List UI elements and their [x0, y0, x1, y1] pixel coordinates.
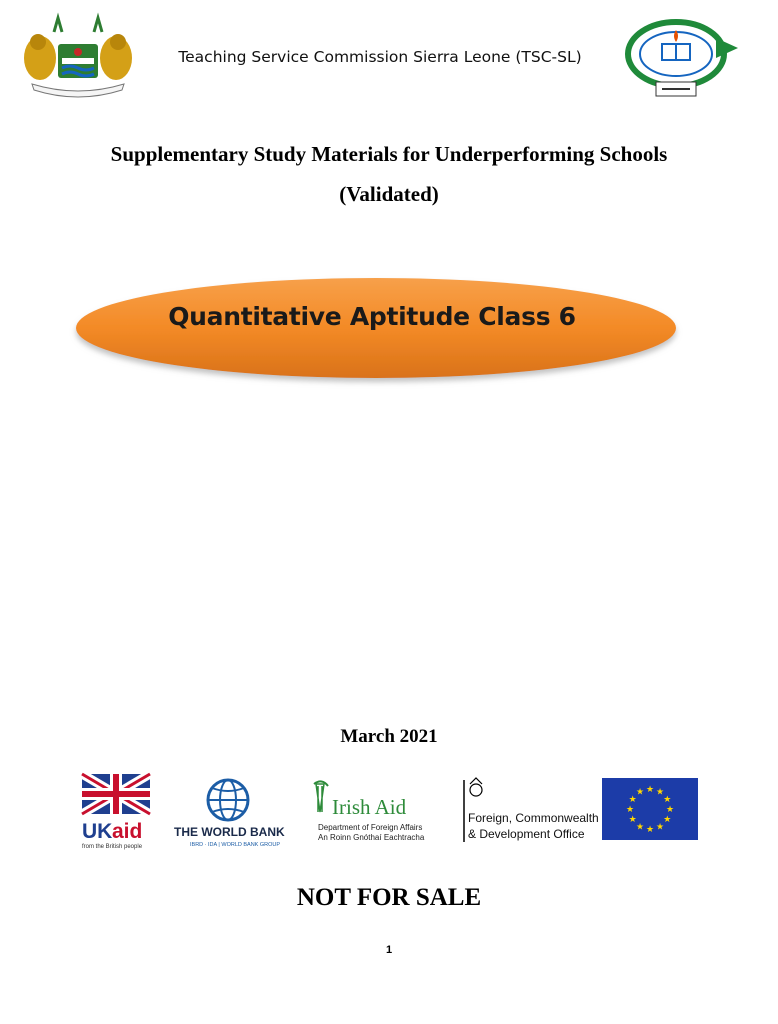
- document-title: Supplementary Study Materials for Underperforming Schools: [110, 142, 668, 166]
- irish-aid-name: Irish Aid: [332, 795, 407, 819]
- eu-star-icon: ★: [663, 815, 672, 825]
- eu-star-icon: ★: [655, 822, 665, 833]
- eu-star-icon: ★: [635, 787, 645, 798]
- subject-banner-ellipse: [72, 274, 684, 390]
- eu-star-icon: ★: [628, 795, 637, 805]
- fcdo-logo: [462, 772, 599, 852]
- eu-star-icon: ★: [655, 787, 665, 798]
- eu-star-icon: ★: [625, 805, 635, 815]
- eu-star-icon: ★: [645, 825, 655, 835]
- svg-text:aid: aid: [112, 820, 143, 843]
- svg-text:UK: UK: [82, 820, 113, 843]
- irish-aid-line1: Department of Foreign Affairs: [318, 823, 423, 832]
- ukaid-logo: [82, 772, 154, 852]
- page-number: 1: [385, 944, 393, 956]
- fcdo-line1: Foreign, Commonwealth: [468, 811, 599, 825]
- not-for-sale-notice: NOT FOR SALE: [296, 884, 482, 911]
- header-text: Teaching Service Commission Sierra Leone (TSC-SL): [178, 48, 582, 66]
- eu-star-icon: ★: [628, 815, 637, 825]
- eu-star-icon: ★: [665, 805, 675, 815]
- publication-date: March 2021: [340, 726, 438, 747]
- eu-star-icon: ★: [645, 785, 655, 795]
- irish-aid-line2: An Roinn Gnóthaí Eachtracha: [318, 833, 425, 842]
- world-bank-logo: [170, 772, 290, 852]
- fcdo-line2: & Development Office: [468, 827, 585, 841]
- eu-flag-logo: [602, 778, 698, 840]
- eu-star-icon: ★: [635, 822, 645, 833]
- world-bank-tagline: IBRD · IDA | WORLD BANK GROUP: [190, 842, 281, 848]
- irish-aid-logo: [308, 772, 432, 852]
- document-subtitle: (Validated): [339, 182, 439, 206]
- sierra-leone-coat-of-arms-logo: [18, 14, 138, 96]
- subject-banner-text: Quantitative Aptitude Class 6: [168, 302, 576, 331]
- tsc-seal-logo: [620, 18, 740, 100]
- ukaid-tagline: from the British people: [82, 844, 143, 850]
- world-bank-name: THE WORLD BANK: [174, 825, 285, 839]
- eu-star-icon: ★: [663, 795, 672, 805]
